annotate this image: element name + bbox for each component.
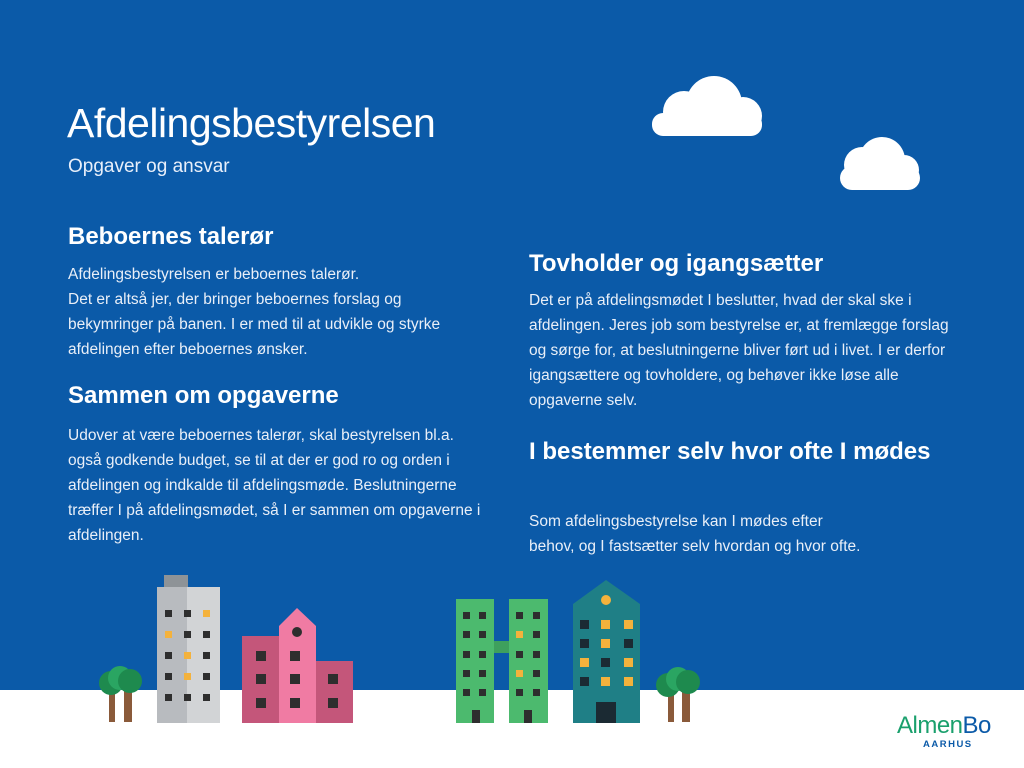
building-icon: [157, 575, 220, 723]
tree-icon: [99, 666, 142, 722]
logo-wordmark: [897, 712, 991, 740]
building-icon: [456, 599, 548, 723]
section-body-moedes: Som afdelingsbestyrelse kan I mødes efter behov, og I fastsætter selv hvordan og hvor ofte.: [529, 513, 861, 555]
cloud-icon: [840, 137, 920, 190]
logo-subtitle: AARHUS: [923, 739, 973, 750]
section-heading-moedes: I bestemmer selv hvor ofte I mødes: [529, 438, 931, 465]
section-heading-tovholder: Tovholder og igangsætter: [529, 250, 824, 277]
section-body-beboernes-taleror: Afdelingsbestyrelsen er beboernes talerør. Det er altså jer, der bringer beboernes forslag og bekymringer på banen. I er med til at udvikle og styrke afdelingen efter beboernes ønsker.: [68, 266, 441, 358]
section-body-sammen-om-opgaverne: Udover at være beboernes talerør, skal bestyrelsen bl.a. også godkende budget, se til at der er god ro og orden i afdelingen og indkalde til afdelingsmøde. Beslutningerne træffer I på afdelingsmødet, så I er sammen om opgaverne i afdelingen.: [68, 427, 481, 544]
page-title: Afdelingsbestyrelsen: [67, 100, 436, 146]
logo-part-bo: Bo: [962, 712, 991, 739]
building-icon: [242, 608, 353, 723]
section-heading-beboernes-taleror: Beboernes talerør: [68, 223, 274, 250]
logo-part-almen: Almen: [897, 712, 963, 739]
building-icon: [573, 580, 640, 723]
section-body-tovholder: Det er på afdelingsmødet I beslutter, hvad der skal ske i afdelingen. Jeres job som bestyrelse er, at fremlægge forslag og sørge for, at beslutningerne bliver ført ud i livet. I er derfor igangsættere og tovholdere, og behøver ikke løse alle opgaverne selv.: [529, 292, 949, 409]
page-subtitle: Opgaver og ansvar: [68, 156, 230, 177]
tree-icon: [656, 667, 700, 722]
cloud-icon: [652, 76, 762, 136]
almenbo-logo: [897, 712, 997, 756]
section-heading-sammen-om-opgaverne: Sammen om opgaverne: [68, 382, 339, 409]
